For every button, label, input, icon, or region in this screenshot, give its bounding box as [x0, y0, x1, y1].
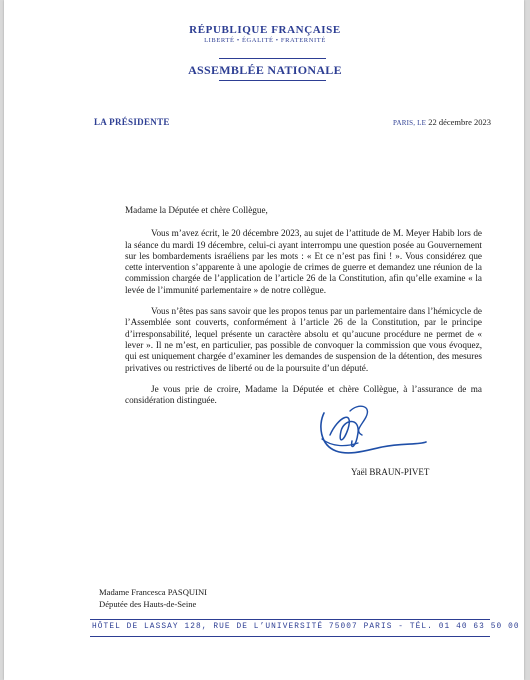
- sender-title: LA PRÉSIDENTE: [94, 117, 170, 127]
- letter-body: [125, 205, 482, 416]
- republic-motto: LIBERTÉ • ÉGALITÉ • FRATERNITÉ: [204, 37, 326, 44]
- salutation: Madame la Députée et chère Collègue,: [125, 205, 268, 215]
- closing-paragraph: Je vous prie de croire, Madame la Députée et chère Collègue, à l’assurance de ma considération distinguée.: [125, 383, 482, 406]
- paragraph-2: Vous n’êtes pas sans savoir que les propos tenus par un parlementaire dans l’hémicycle de l’Assemblée sont couverts, conformément à l’article 26 de la Constitution, par le principe d’irresponsabilité, lequel présente un caractère absolu et qu’aucune procédure ne permet de « lever ». Il ne m’est, en particulier, pas possible de convoquer la commission que vous évoquez, qui est uniquement chargée d’examiner les demandes de suspension de la détention, des mesures privatives ou restrictives de liberté ou de la poursuite d’un député.: [125, 306, 482, 373]
- footer-rule-bottom: [90, 636, 490, 637]
- letter-date: 22 décembre 2023: [428, 117, 491, 127]
- recipient-title: Députée des Hauts-de-Seine: [99, 599, 197, 609]
- signature-icon: [310, 395, 430, 465]
- letterhead-rule-top: [219, 58, 326, 59]
- paragraph-1: Vous m’avez écrit, le 20 décembre 2023, au sujet de l’attitude de M. Meyer Habib lors de la séance du mardi 19 décembre, celui-ci ayant interrompu une question posée au Gouvernement sur les bombardements israéliens par les mots : « Et ce n’est pas fini ! ». Vous considérez que cette intervention s’apparente à une apologie de crimes de guerre et demandez une réunion de la commission chargée de l’application de l’article 26 de la Constitution, afin qu’elle examine « la levée de l’immunité parlementaire » de notre collègue.: [125, 228, 482, 295]
- footer-address: HÔTEL DE LASSAY 128, RUE DE L’UNIVERSITÉ 75007 PARIS - TÉL. 01 40 63 50 00: [92, 623, 520, 631]
- dateline: [393, 117, 491, 127]
- footer-rule-top: [90, 619, 490, 620]
- assembly-heading: ASSEMBLÉE NATIONALE: [188, 63, 342, 77]
- republic-heading: RÉPUBLIQUE FRANÇAISE: [189, 24, 341, 36]
- recipient-block: [99, 586, 207, 610]
- letterhead-rule-bottom: [219, 80, 326, 81]
- recipient-name: Madame Francesca PASQUINI: [99, 587, 208, 597]
- dateline-city: PARIS, LE: [393, 119, 427, 127]
- signer-name: Yaël BRAUN-PIVET: [351, 467, 430, 477]
